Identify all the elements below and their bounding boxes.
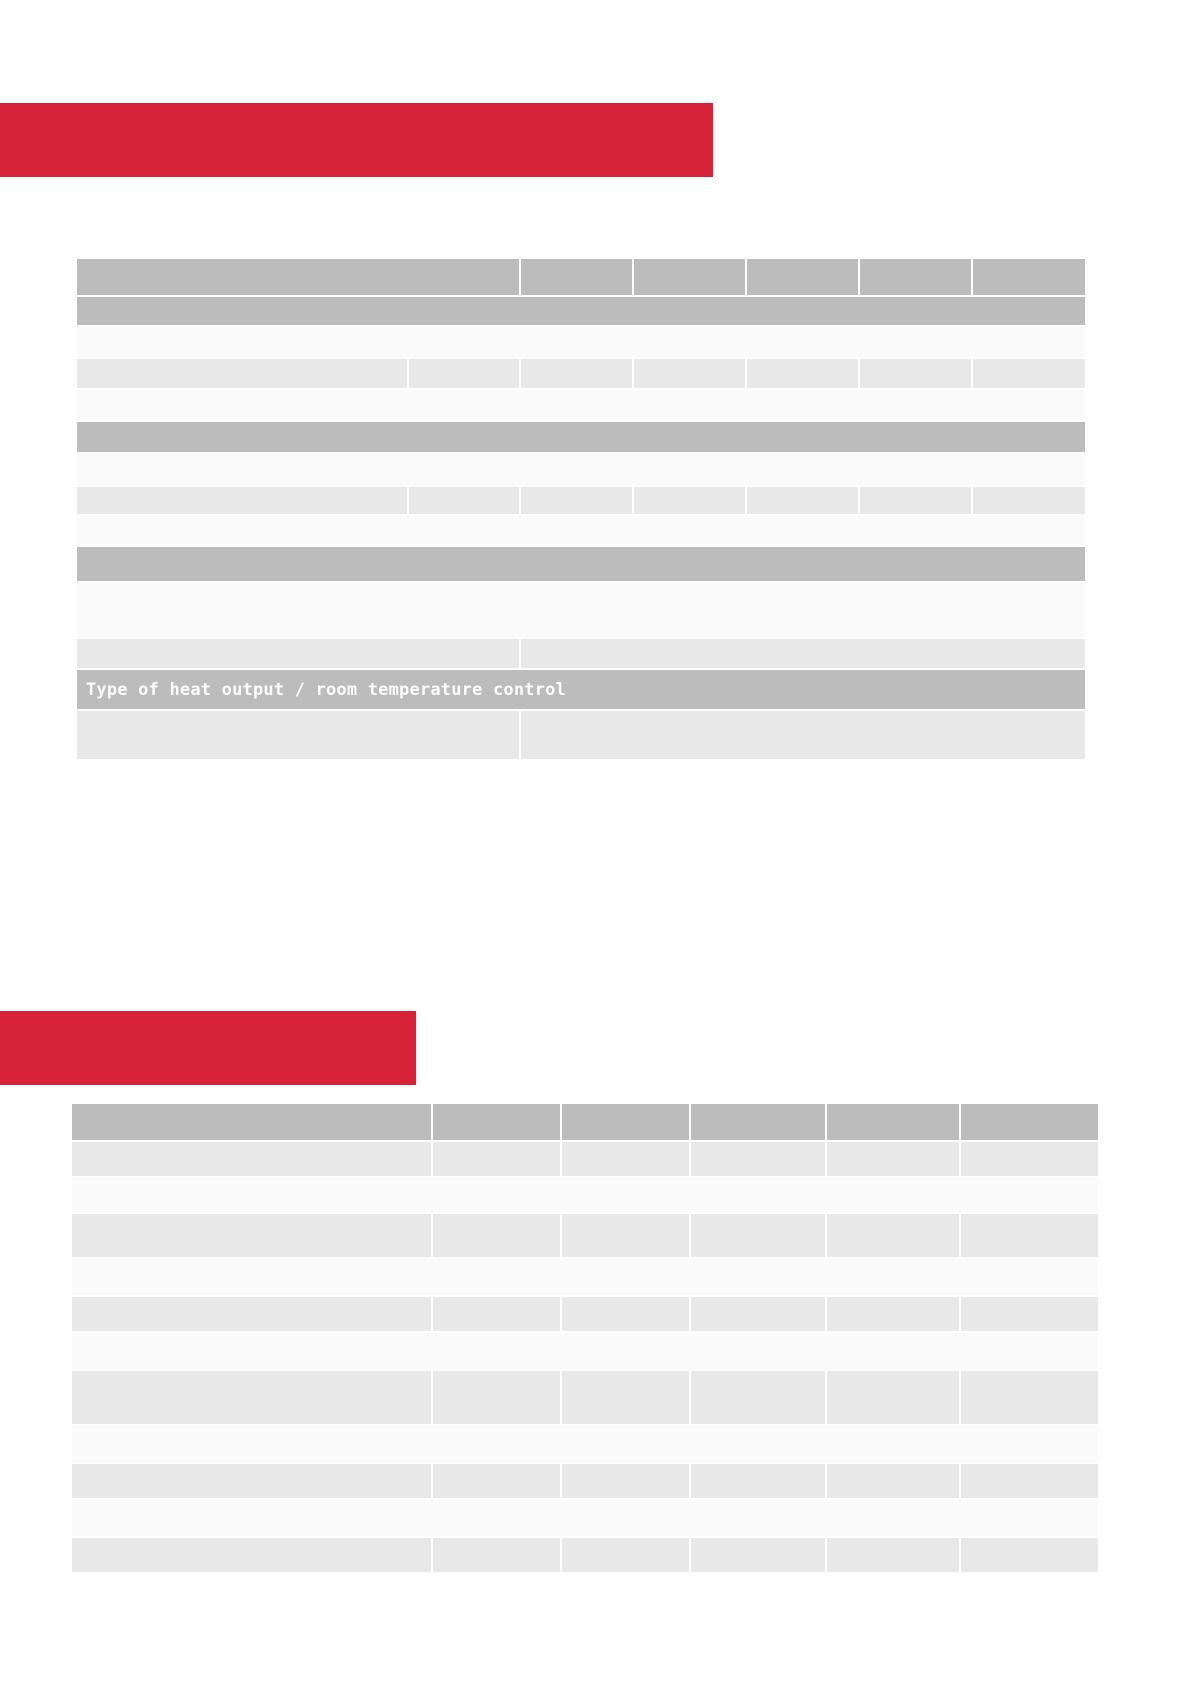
header-cell <box>562 1104 689 1140</box>
table-cell <box>860 359 971 388</box>
table-cell <box>409 359 519 388</box>
table-cell <box>433 1142 560 1176</box>
table-cell <box>433 1464 560 1498</box>
table-cell <box>961 1297 1098 1331</box>
table-cell <box>562 1142 689 1176</box>
table-cell <box>562 1214 689 1257</box>
table-row <box>72 1297 1098 1331</box>
table-row <box>77 711 1085 759</box>
header-cell <box>860 259 971 295</box>
table-cell <box>521 359 632 388</box>
table-row <box>72 1259 1098 1295</box>
header-cell <box>827 1104 959 1140</box>
table-row <box>77 359 1085 388</box>
table-cell <box>827 1214 959 1257</box>
table-row <box>77 639 1085 668</box>
table-header-row <box>77 259 1085 295</box>
table-cell <box>827 1142 959 1176</box>
table-cell <box>747 487 858 514</box>
header-cell <box>77 259 519 295</box>
table-cell <box>634 487 745 514</box>
table-cell <box>72 1464 431 1498</box>
table-cell <box>409 487 519 514</box>
table-cell <box>521 487 632 514</box>
section-row <box>77 547 1085 581</box>
spec-table-1 <box>77 259 1085 759</box>
header-cell <box>691 1104 825 1140</box>
table-cell <box>827 1371 959 1424</box>
section-label: Type of heat output / room temperature control <box>86 679 567 700</box>
table-cell <box>827 1538 959 1572</box>
table-cell <box>973 359 1085 388</box>
table-cell <box>691 1297 825 1331</box>
table-row <box>72 1371 1098 1424</box>
table-cell <box>433 1297 560 1331</box>
table-cell <box>562 1371 689 1424</box>
table-row <box>72 1142 1098 1176</box>
table-cell <box>691 1464 825 1498</box>
table-cell <box>634 359 745 388</box>
table-cell <box>562 1538 689 1572</box>
header-cell <box>72 1104 431 1140</box>
table-row <box>72 1426 1098 1462</box>
table-row <box>72 1538 1098 1572</box>
table-cell <box>562 1297 689 1331</box>
section-row <box>77 670 1085 709</box>
table-cell <box>747 359 858 388</box>
header-cell <box>521 259 632 295</box>
table-cell <box>691 1371 825 1424</box>
table-cell <box>961 1142 1098 1176</box>
table-row <box>72 1500 1098 1536</box>
table-cell <box>77 359 407 388</box>
table-cell <box>433 1371 560 1424</box>
table-row <box>72 1333 1098 1369</box>
section-banner-2 <box>0 1011 416 1085</box>
table-cell <box>827 1297 959 1331</box>
table-cell <box>72 1538 431 1572</box>
table-cell <box>521 639 1085 668</box>
table-row <box>77 390 1085 420</box>
header-cell <box>747 259 858 295</box>
table-cell <box>72 1371 431 1424</box>
table-cell <box>77 487 407 514</box>
table-cell <box>973 487 1085 514</box>
table-cell <box>521 711 1085 759</box>
table-row <box>77 583 1085 637</box>
table-cell <box>72 1297 431 1331</box>
section-row <box>77 422 1085 452</box>
section-row <box>77 297 1085 325</box>
table-row <box>77 516 1085 544</box>
header-cell <box>634 259 745 295</box>
table-cell <box>691 1142 825 1176</box>
table-cell <box>72 1214 431 1257</box>
table-cell <box>961 1464 1098 1498</box>
table-cell <box>860 487 971 514</box>
table-row <box>72 1178 1098 1212</box>
table-cell <box>77 639 519 668</box>
table-cell <box>961 1214 1098 1257</box>
table-cell <box>961 1371 1098 1424</box>
table-cell <box>691 1214 825 1257</box>
table-header-row <box>72 1104 1098 1140</box>
table-row <box>72 1464 1098 1498</box>
table-cell <box>77 711 519 759</box>
header-cell <box>433 1104 560 1140</box>
section-banner-1 <box>0 103 713 177</box>
spec-table-2 <box>72 1104 1098 1578</box>
table-cell <box>827 1464 959 1498</box>
table-row <box>77 487 1085 514</box>
table-cell <box>562 1464 689 1498</box>
table-cell <box>72 1142 431 1176</box>
table-row <box>77 327 1085 357</box>
table-row <box>77 454 1085 485</box>
header-cell <box>961 1104 1098 1140</box>
header-cell <box>973 259 1085 295</box>
table-cell <box>691 1538 825 1572</box>
table-row <box>72 1214 1098 1257</box>
table-cell <box>961 1538 1098 1572</box>
table-cell <box>433 1538 560 1572</box>
table-cell <box>433 1214 560 1257</box>
